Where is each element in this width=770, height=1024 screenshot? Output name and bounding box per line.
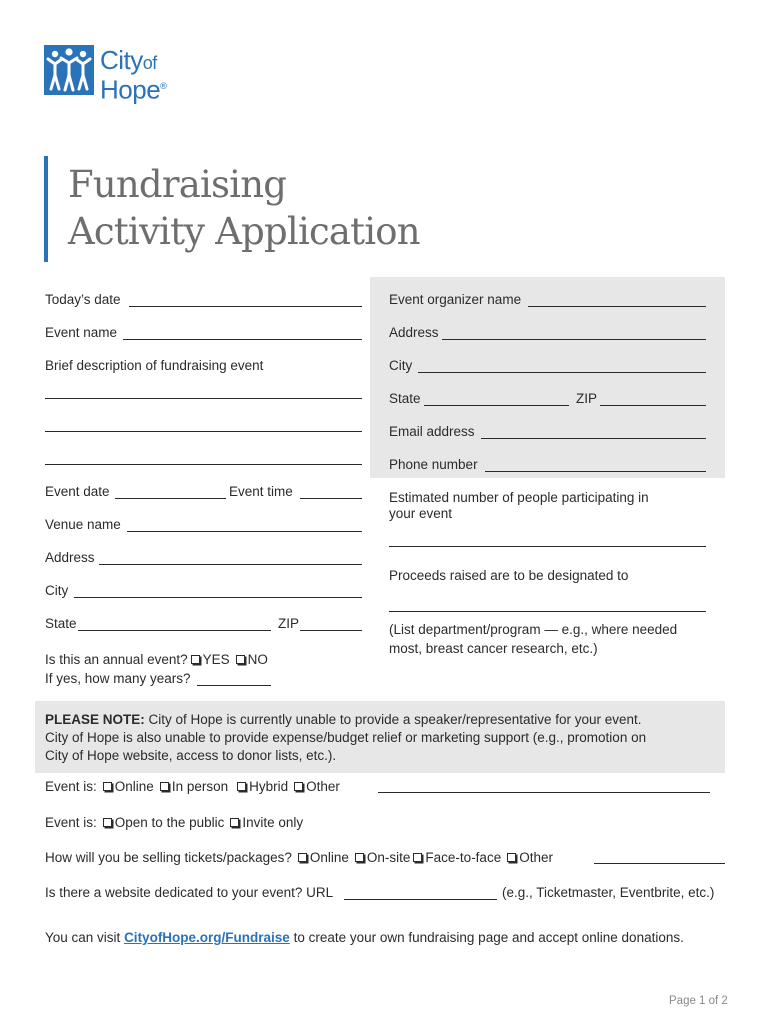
visit-before: You can visit — [45, 930, 125, 945]
note-label: PLEASE NOTE: — [45, 712, 145, 727]
proceeds-field[interactable] — [389, 611, 706, 612]
title-accent-bar — [44, 156, 48, 262]
city-of-hope-logo — [44, 45, 184, 103]
logo-of: of — [142, 53, 157, 73]
fundraise-link[interactable]: CityofHope.org/Fundraise — [124, 930, 290, 945]
venue-address-field[interactable] — [99, 564, 362, 565]
venue-name-label: Venue name — [45, 517, 121, 532]
estimated-participants-label-1: Estimated number of people participating in — [389, 490, 649, 505]
todays-date-label: Today’s date — [45, 292, 121, 307]
brief-description-label: Brief description of fundraising event — [45, 358, 264, 373]
proceeds-label: Proceeds raised are to be designated to — [389, 568, 629, 583]
event-access-row — [45, 815, 303, 831]
annual-yes-label: YES — [202, 652, 230, 667]
tickets-onsite-label: On-site — [366, 850, 411, 865]
format-in-person-checkbox[interactable] — [160, 782, 169, 791]
tickets-online-label: Online — [309, 850, 349, 865]
how-many-years-field[interactable] — [197, 685, 271, 686]
organizer-zip-field[interactable] — [600, 405, 706, 406]
venue-zip-label: ZIP — [278, 616, 300, 631]
description-line-2[interactable] — [45, 431, 362, 432]
note-line-1: City of Hope is currently unable to provide a speaker/representative for your event. — [144, 712, 642, 727]
tickets-other-field[interactable] — [594, 863, 725, 864]
organizer-zip-label: ZIP — [576, 391, 598, 406]
phone-label: Phone number — [389, 457, 478, 472]
logo-hope: Hope — [100, 74, 161, 105]
event-format-row — [45, 779, 340, 795]
visit-after: to create your own fundraising page and accept online donations. — [289, 930, 684, 945]
tickets-onsite-checkbox[interactable] — [355, 853, 364, 862]
organizer-city-field[interactable] — [418, 372, 706, 373]
estimated-participants-label-2: your event — [389, 506, 453, 521]
access-invite-checkbox[interactable] — [230, 818, 239, 827]
logo-figures-icon — [44, 45, 94, 95]
proceeds-hint-2: most, breast cancer research, etc.) — [389, 641, 598, 656]
event-time-field[interactable] — [300, 498, 362, 499]
access-invite-label: Invite only — [242, 815, 304, 830]
format-in-person-label: In person — [171, 779, 229, 794]
annual-no-checkbox[interactable] — [236, 655, 245, 664]
format-hybrid-checkbox[interactable] — [237, 782, 246, 791]
format-other-field[interactable] — [378, 792, 710, 793]
annual-no-label: NO — [247, 652, 268, 667]
tickets-face-checkbox[interactable] — [413, 853, 422, 862]
please-note — [45, 711, 715, 765]
event-access-label: Event is: — [45, 815, 97, 830]
website-label: Is there a website dedicated to your event? URL — [45, 885, 334, 900]
how-many-years-label: If yes, how many years? — [45, 671, 191, 686]
visit-text — [45, 930, 684, 946]
organizer-address-label: Address — [389, 325, 439, 340]
organizer-state-field[interactable] — [424, 405, 569, 406]
organizer-name-field[interactable] — [528, 306, 706, 307]
website-url-field[interactable] — [344, 899, 497, 900]
organizer-address-field[interactable] — [442, 339, 706, 340]
event-date-field[interactable] — [115, 498, 226, 499]
website-examples: (e.g., Ticketmaster, Eventbrite, etc.) — [502, 885, 715, 900]
note-line-2: City of Hope is also unable to provide expense/budget relief or marketing support (e.g., promotion on — [45, 730, 647, 745]
tickets-other-label: Other — [519, 850, 553, 865]
annual-yes-checkbox[interactable] — [191, 655, 200, 664]
organizer-city-label: City — [389, 358, 413, 373]
estimated-participants-field[interactable] — [389, 546, 706, 547]
tickets-label: How will you be selling tickets/packages? — [45, 850, 292, 865]
note-line-3: City of Hope website, access to donor lists, etc.). — [45, 748, 337, 763]
event-date-label: Event date — [45, 484, 110, 499]
format-online-label: Online — [114, 779, 154, 794]
access-public-checkbox[interactable] — [103, 818, 112, 827]
phone-field[interactable] — [485, 471, 706, 472]
proceeds-hint-1: (List department/program — e.g., where needed — [389, 622, 678, 637]
format-online-checkbox[interactable] — [103, 782, 112, 791]
event-name-field[interactable] — [123, 339, 362, 340]
venue-address-label: Address — [45, 550, 95, 565]
format-hybrid-label: Hybrid — [249, 779, 289, 794]
venue-state-field[interactable] — [78, 630, 271, 631]
event-format-label: Event is: — [45, 779, 97, 794]
format-other-checkbox[interactable] — [294, 782, 303, 791]
logo-registered: ® — [160, 81, 167, 91]
format-other-label: Other — [306, 779, 340, 794]
tickets-row — [45, 850, 553, 866]
venue-city-field[interactable] — [74, 597, 362, 598]
tickets-other-checkbox[interactable] — [507, 853, 516, 862]
description-line-1[interactable] — [45, 398, 362, 399]
page-title-line2: Activity Application — [68, 210, 420, 253]
annual-question-label: Is this an annual event? — [45, 652, 188, 667]
organizer-state-label: State — [389, 391, 421, 406]
venue-name-field[interactable] — [127, 531, 362, 532]
annual-question-row — [45, 652, 268, 668]
organizer-name-label: Event organizer name — [389, 292, 522, 307]
email-label: Email address — [389, 424, 475, 439]
tickets-face-label: Face-to-face — [425, 850, 502, 865]
access-public-label: Open to the public — [114, 815, 225, 830]
tickets-online-checkbox[interactable] — [298, 853, 307, 862]
logo-city: City — [100, 45, 143, 75]
venue-state-label: State — [45, 616, 77, 631]
todays-date-field[interactable] — [129, 306, 362, 307]
description-line-3[interactable] — [45, 464, 362, 465]
venue-city-label: City — [45, 583, 69, 598]
page-number: Page 1 of 2 — [669, 995, 728, 1007]
page-title-line1: Fundraising — [68, 163, 287, 206]
event-time-label: Event time — [229, 484, 293, 499]
venue-zip-field[interactable] — [300, 630, 362, 631]
email-field[interactable] — [481, 438, 706, 439]
event-name-label: Event name — [45, 325, 118, 340]
